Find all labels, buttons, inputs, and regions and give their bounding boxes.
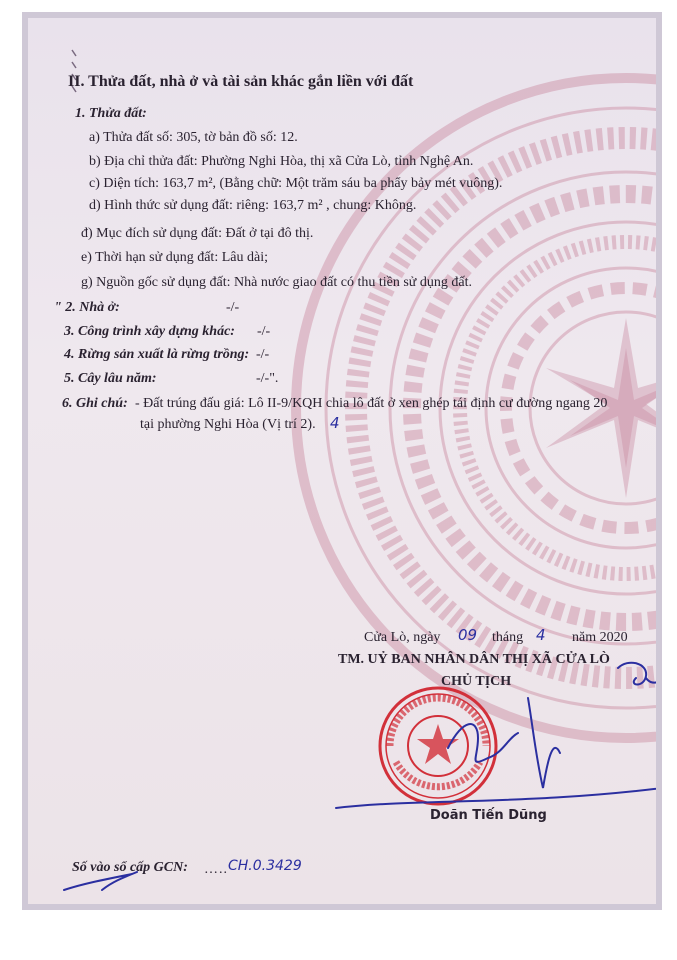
house-value: -/- xyxy=(226,300,240,315)
registry-number: CH.0.3429 xyxy=(228,858,302,874)
registry-label: Số vào sổ cấp GCN: xyxy=(72,860,188,875)
org-name: TM. UỶ BAN NHÂN DÂN THỊ XÃ CỬA LÒ xyxy=(338,652,610,667)
land-duration: e) Thời hạn sử dụng đất: Lâu dài; xyxy=(81,250,268,265)
construction-label: 3. Công trình xây dựng khác: xyxy=(64,324,235,339)
notes-handwritten-mark: 4 xyxy=(330,414,340,432)
date-month-label: tháng xyxy=(492,630,524,645)
house-label: " 2. Nhà ở: xyxy=(54,300,120,315)
land-heading: 1. Thửa đất: xyxy=(75,106,147,121)
section-title: II. Thửa đất, nhà ở và tài sản khác gắn liền với đất xyxy=(68,73,414,90)
registry-dots: ….. xyxy=(204,862,228,877)
land-usage-form: d) Hình thức sử dụng đất: riêng: 163,7 m² , chung: Không. xyxy=(89,198,417,213)
land-purpose: đ) Mục đích sử dụng đất: Đất ở tại đô thị. xyxy=(81,226,314,241)
trees-label: 5. Cây lâu năm: xyxy=(64,371,157,386)
date-day: 09 xyxy=(458,626,478,644)
trees-value: -/-". xyxy=(256,371,279,386)
land-address: b) Địa chỉ thửa đất: Phường Nghi Hòa, thị xã Cửa Lò, tỉnh Nghệ An. xyxy=(89,154,474,169)
notes-line1: - Đất trúng đấu giá: Lô II-9/KQH chia lô đất ở xen ghép tái định cư đường ngang 20 xyxy=(135,396,608,411)
notes-line2: tại phường Nghi Hòa (Vị trí 2). xyxy=(140,417,316,432)
signature-scribble xyxy=(328,658,656,858)
date-place: Cửa Lò, ngày xyxy=(364,630,441,645)
forest-label: 4. Rừng sản xuất là rừng trồng: xyxy=(64,347,250,362)
land-area: c) Diện tích: 163,7 m², (Bằng chữ: Một trăm sáu ba phẩy bảy mét vuông). xyxy=(89,176,503,191)
certificate-page xyxy=(28,18,656,904)
date-year: năm 2020 xyxy=(572,630,628,645)
forest-value: -/- xyxy=(256,347,270,362)
signer-title: CHỦ TỊCH xyxy=(441,674,512,689)
construction-value: -/- xyxy=(257,324,271,339)
land-origin: g) Nguồn gốc sử dụng đất: Nhà nước giao đất có thu tiền sử dụng đất. xyxy=(81,275,472,290)
notes-label: 6. Ghi chú: xyxy=(62,396,128,411)
registry-pen-stroke xyxy=(62,870,142,894)
date-month: 4 xyxy=(536,626,546,644)
signer-name: Doãn Tiến Dũng xyxy=(430,808,547,823)
land-number: a) Thửa đất số: 305, tờ bản đồ số: 12. xyxy=(89,130,298,145)
